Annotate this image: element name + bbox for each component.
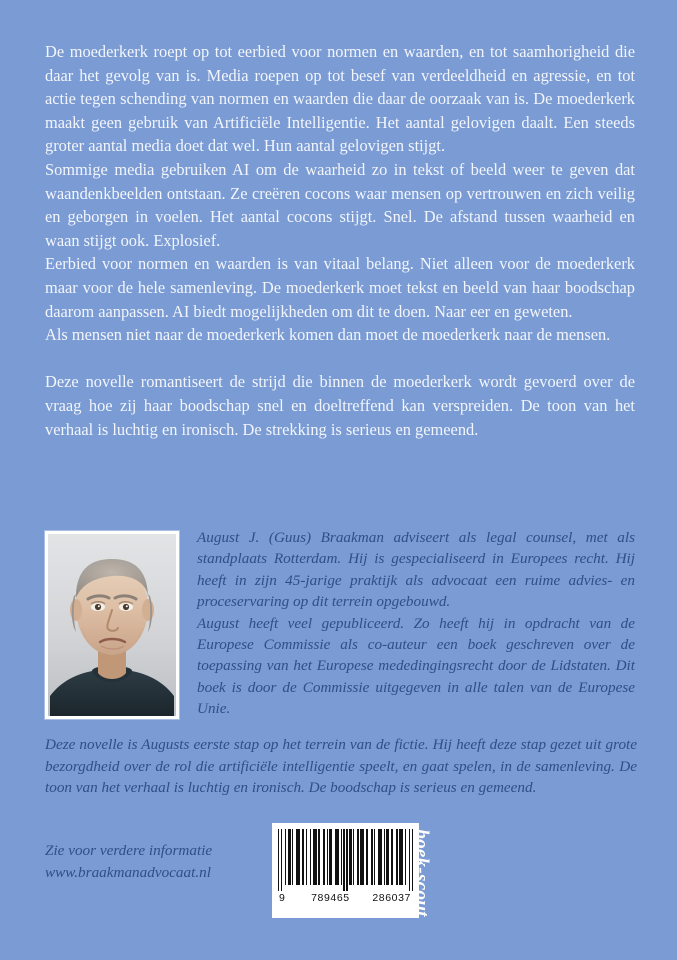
author-photo	[48, 534, 176, 716]
barcode-bars	[278, 829, 413, 891]
author-bio-paragraph-2: August heeft veel gepubliceerd. Zo heeft hij in opdracht van de Europese Commissie als co-auteur een boek geschreven over de toepassing van het Europese mededingingsrecht door de Lidstaten. Dit boek is door de Commissie uitgegeven in alle talen van de Europese Unie.	[197, 614, 635, 718]
blurb-paragraph-4: Als mensen niet naar de moederkerk komen dan moet de moederkerk naar de mensen.	[45, 325, 611, 345]
further-info-block	[45, 840, 212, 883]
author-bio-closing-paragraph: Deze novelle is Augusts eerste stap op het terrein van de fictie. Hij heeft deze stap gezet uit grote bezorgdheid over de rol die artificiële intelligentie speelt, en gaat spelen, in de samenleving. De toon van het verhaal is luchtig en ironisch. De boodschap is serieus en gemeend.	[45, 736, 637, 797]
isbn-barcode	[272, 823, 419, 918]
barcode-lead-digit: 9	[279, 892, 286, 904]
blurb-text-block	[45, 40, 635, 441]
barcode-group-right: 286037	[372, 892, 411, 904]
author-portrait-illustration	[48, 534, 176, 716]
blurb-paragraph-2: Sommige media gebruiken AI om de waarheid zo in tekst of beeld weer te geven dat waandenkbeelden ontstaan. Ze creëren cocons waar mensen op vertrouwen en zich veilig en geborgen in voelen. Het aantal cocons stijgt. Snel. De afstand tussen waarheid en waan stijgt ook. Explosief.	[45, 159, 635, 250]
further-info-label: Zie voor verdere informatie	[45, 842, 213, 859]
publisher-logo	[407, 818, 435, 928]
blurb-paragraph-5: Deze novelle romantiseert de strijd die binnen de moederkerk wordt gevoerd over de vraag hoe zij haar boodschap snel en doeltreffend kan verspreiden. De toon van het verhaal is luchtig en ironisch. De strekking is serieus en gemeend.	[45, 372, 635, 439]
author-bio-text	[197, 527, 635, 720]
author-bio-row	[45, 527, 635, 723]
barcode-group-left: 789465	[311, 892, 350, 904]
blurb-paragraph-1: De moederkerk roept op tot eerbied voor normen en waarden, en tot saamhorigheid die daar het gevolg van is. Media roepen op tot besef van verdeeldheid en agressie, en tot actie tegen schending van normen en waarden die daar de oorzaak van is. De moederkerk maakt geen gebruik van Artificiële Intelligentie. Het aantal gelovigen daalt. Een steeds groter aantal media doet dat wel. Hun aantal gelovigen stijgt.	[45, 42, 635, 156]
publisher-name: boek-scout	[411, 829, 432, 917]
author-website-link[interactable]: www.braakmanadvocaat.nl	[45, 863, 211, 881]
barcode-digits	[278, 891, 413, 904]
author-photo-frame	[45, 531, 179, 719]
blurb-paragraph-3: Eerbied voor normen en waarden is van vitaal belang. Niet alleen voor de moederkerk maar voor de hele samenleving. De moederkerk moet tekst en beeld van haar boodschap daarom aanpassen. AI biedt mogelijkheden om dit te doen. Naar eer en geweten.	[45, 254, 635, 321]
author-bio-section	[45, 527, 635, 723]
author-bio-paragraph-1: August J. (Guus) Braakman adviseert als legal counsel, met als standplaats Rotterdam. Hij is gespecialiseerd in Europees recht. Hij heeft in zijn 45-jarige praktijk als advocaat een ruime advies- en proceservaring op dit terrein opgebouwd.	[197, 529, 635, 611]
author-bio-closing	[45, 734, 637, 799]
